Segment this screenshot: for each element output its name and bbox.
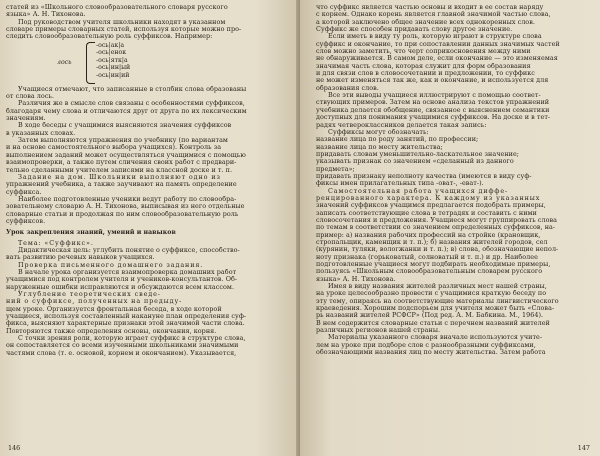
- text-line: учащиеся, используя составленный накануне план определения суф-: [6, 313, 247, 321]
- text-line: упражнений учебника, а также заучивают на память определение: [6, 181, 237, 189]
- text-line: придавать словам уменьшительно-ласкательное значение;: [316, 150, 519, 158]
- left-lines-a: [6, 4, 290, 41]
- text-line: В ходе беседы с учащимися выясняются значения суффиксов: [18, 122, 232, 130]
- text-line: благодаря чему слова и отличаются друг от друга по их лексическим: [6, 107, 247, 115]
- text-line: эту тему, опираясь на соответствующие материалы лингвистического: [316, 297, 559, 305]
- text-line: Проверка письменного домашнего задания.: [18, 261, 204, 269]
- text-line: С точки зрения роли, которую играет суффикс в структуре слова,: [18, 335, 246, 343]
- text-line: статей из «Школьного словообразовательного словаря русского: [6, 4, 228, 11]
- diagram-row: -ось|ятк|а: [96, 56, 128, 64]
- text-line: указывать признак со значением «сделанный из данного: [316, 158, 514, 166]
- diagram-row: -ось|ин|ый: [96, 64, 131, 72]
- text-line: слов можно заметить, что черт соприкосновения между ними: [316, 48, 531, 56]
- text-line: Под руководством учителя школьники находят в указанном: [18, 18, 226, 26]
- text-line: Тема: «Суффикс».: [18, 239, 94, 247]
- text-line: Повторяются также определения основы, окончания, корня.: [6, 327, 217, 335]
- text-line: наруженные ошибки исправляются и обсуждаются всем классом.: [6, 283, 235, 291]
- text-line: ноту признака (горьковатый, солноватый и т. п.) и др. Наиболее: [316, 253, 538, 261]
- text-line: Дидактическая цель: углубить понятие о суффиксе, способство-: [18, 246, 240, 254]
- text-line: различных регионов нашей страны.: [316, 327, 441, 335]
- text-line: В начале урока организуется взаимопроверка домашних работ: [18, 268, 237, 276]
- text-line: на уроке целесообразно провести с учащимися краткую беседу по: [316, 290, 547, 298]
- text-line: вать развитию речевых навыков учащихся.: [6, 254, 155, 262]
- text-line: придавать признаку неполноту качества (имеются в виду суф-: [316, 172, 532, 180]
- left-lines-c: [6, 240, 290, 358]
- text-line: значений суффиксов учащимся предлагается подобрать примеры,: [316, 202, 546, 210]
- text-line: Углубление теоретических сведе-: [18, 291, 161, 298]
- text-line: ренцированного характера. К каждому из указанных: [316, 194, 541, 202]
- text-line: фикса, выясняют характерные признаки этой значимой части слова.: [6, 320, 245, 328]
- text-line: радях четвероклассников делается такая запись:: [316, 121, 487, 129]
- text-line: записать соответствующие слова в тетрадях и составить с ними: [316, 209, 537, 217]
- text-line: стропальщик, каменщик и т. п.); б) названия жителей городов, сел: [316, 239, 548, 246]
- diagram-row: -ось|ак|а: [96, 41, 125, 49]
- diagram-brace: [86, 42, 95, 84]
- text-line: Имея в виду названия жителей различных мест нашей страны,: [328, 283, 547, 291]
- text-line: следить словообразовательную роль суффиксов. Например:: [6, 33, 213, 41]
- text-line: предмета»;: [316, 165, 355, 173]
- text-line: ний о суффиксе, полученных на предыду-: [6, 298, 183, 306]
- page-number-right: 147: [577, 444, 590, 452]
- text-line: В нем содержится словарные статьи с перечнем названий жителей: [316, 319, 550, 327]
- text-line: словарные статьи и продолжая по ним словообразовательную роль: [6, 210, 239, 218]
- text-line: пользуясь «Школьным словообразовательным словарем русского: [316, 268, 543, 276]
- page-number-left: 146: [8, 444, 21, 452]
- text-line: учащимися под контролем учителя и учеников-консультантов. Об-: [6, 276, 238, 284]
- text-line: Наиболее подготовленные ученики ведут работу по словообра-: [18, 195, 237, 203]
- text-line: (курянин, туляки, вологжанки и т. п.); в) слова, обозначающие непол-: [316, 246, 559, 254]
- text-line: он сопоставляется со всеми изученными школьниками значимыми: [6, 342, 239, 350]
- text-line: языка» А. Н. Тихонова.: [316, 275, 396, 283]
- text-line: Задание на дом. Школьники выполняют одно из: [18, 173, 221, 181]
- text-line: Материалы указанного словаря вначале используются учите-: [328, 334, 543, 342]
- right-lines: [316, 4, 596, 357]
- text-line: и для связи слов в словосочетании и предложении, то суффикс: [316, 70, 535, 78]
- text-line: и на основе самостоятельного выбора учащихся). Контроль за: [6, 144, 222, 152]
- text-line: значимая часть слова, которая служит для форм образования: [316, 62, 531, 70]
- text-line: по темам в соответствии со значением определенных суффиксов, на-: [316, 224, 556, 232]
- text-line: с корнем. Однако корень является главной значимой частью слова,: [316, 11, 551, 19]
- text-line: Все эти выводы учащиеся иллюстрируют с помощью соответ-: [328, 92, 541, 100]
- text-line: зовательному словарю А. Н. Тихонова, выписывая из него отдельные: [6, 203, 245, 211]
- text-line: суффикс и окончание, то при сопоставлении данных значимых частей: [316, 40, 560, 48]
- text-line: Суффикс же способен придавать слову другое значение.: [316, 26, 513, 34]
- text-line: краеведения. Хорошим подспорьем для учителя может быть «Слова-: [316, 305, 555, 313]
- text-line: не обнаруживается. В самом деле, если окончание — это изменяемая: [316, 55, 558, 63]
- text-line: пример: а) названия рабочих профессий на стройке (крановщик,: [316, 231, 541, 239]
- text-line: суффикса.: [6, 188, 42, 196]
- text-line: словосочетания и предложения. Учащиеся могут группировать слова: [316, 216, 558, 224]
- text-line: суффиксов.: [6, 217, 46, 225]
- word-formation-diagram: [6, 42, 290, 84]
- text-line: выполнением заданий может осуществляться учащимися с помощью: [6, 151, 246, 159]
- text-line: доступных для понимания учащимися суффиксов. На доске и в тет-: [316, 114, 551, 122]
- text-line: частями слова (т. е. основой, корнем и окончанием). Указывается,: [6, 349, 237, 357]
- text-line: Учащиеся отмечают, что записанные в столбик слова образованы: [18, 85, 247, 93]
- text-line: рь названий жителей РСФСР» (Под ред. А. М. Бабкина. М., 1964).: [316, 312, 544, 320]
- text-line: подготовленные учащиеся могут подбирать необходимые примеры,: [316, 261, 551, 269]
- diagram-row: -ось|енок: [96, 49, 127, 57]
- text-line: обозначающими названия лиц по месту жительства. Затем работа: [316, 349, 546, 357]
- diagram-row: -ось|ин|ий: [96, 71, 130, 79]
- text-line: от слова лось.: [6, 93, 55, 101]
- text-line: образования слов.: [316, 84, 379, 92]
- text-line: Самостоятельная работа учащихся диффе-: [328, 187, 509, 195]
- text-line: в указанных словах.: [6, 129, 76, 137]
- text-line: название лица по роду занятий, по профессии;: [316, 136, 479, 144]
- text-line: фиксы имен прилагательных типа -оват-, -еват-).: [316, 180, 484, 188]
- text-line: не может изменяться так же, как и окончание, и используется для: [316, 77, 549, 85]
- text-line: ствующих примеров. Затем на основе анализа текстов упражнений: [316, 99, 550, 107]
- diagram-root: лось: [57, 58, 72, 66]
- text-line: значениям.: [6, 115, 46, 123]
- right-page: [300, 0, 600, 456]
- text-line: взаимопроверки, а также путем сличения своих работ с предвари-: [6, 159, 237, 167]
- text-line: Различия же в смысле слов связаны с особенностями суффиксов,: [18, 100, 245, 108]
- text-line: словаре примеры словарных статей, используя которые можно про-: [6, 26, 242, 34]
- text-line: тельно сделанными учителем записями на классной доске и т. п.: [6, 166, 233, 174]
- lesson-heading: Урок закрепления знаний, умений и навыков: [6, 229, 176, 237]
- text-line: Суффиксы могут обозначать:: [328, 128, 429, 136]
- left-lines-b: [6, 86, 290, 226]
- text-line: учебника делается обобщение, связанное с выяснением семантики: [316, 106, 550, 114]
- text-line: что суффикс является частью основы и входит в ее состав наряду: [316, 4, 544, 11]
- text-line: а которой заключено общее значение всех однокоренных слов.: [316, 18, 535, 26]
- text-line: языка» А. Н. Тихонова.: [6, 11, 86, 19]
- text-line: лем на уроке при подборе слов с разнообразными суффиксами,: [316, 341, 536, 349]
- text-line: Затем выполняются упражнения по учебнику (по вариантам: [18, 137, 228, 145]
- text-line: Если иметь в виду ту роль, которую играют в структуре слова: [328, 33, 542, 41]
- text-line: щем уроке. Организуется фронтальная беседа, в ходе которой: [6, 305, 222, 313]
- text-line: название лица по месту жительства;: [316, 143, 443, 151]
